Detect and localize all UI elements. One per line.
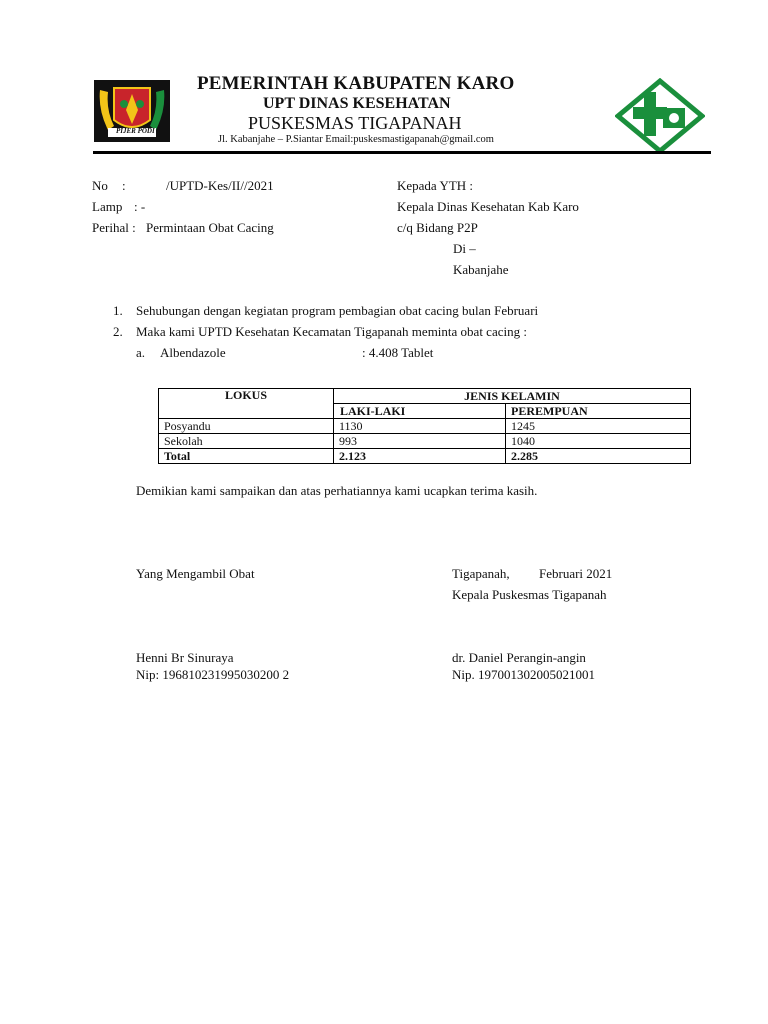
recipient-line-3: c/q Bidang P2P	[397, 220, 478, 235]
lamp-value: : -	[134, 199, 146, 214]
total-row	[159, 449, 691, 464]
item-1-number: 1.	[113, 303, 123, 318]
item-2-number: 2.	[113, 324, 123, 339]
header-line-3: PUSKESMAS TIGAPANAH	[248, 113, 462, 133]
lamp-label: Lamp	[92, 199, 123, 214]
header-divider	[93, 151, 711, 154]
table-row	[159, 434, 691, 449]
right-signature-title: Kepala Puskesmas Tigapanah	[452, 587, 607, 602]
cell-laki: 993	[334, 434, 506, 449]
no-separator: :	[122, 178, 126, 193]
header-line-1: PEMERINTAH KABUPATEN KARO	[197, 73, 515, 94]
cell-perempuan: 1040	[506, 434, 691, 449]
kabupaten-karo-logo	[94, 80, 170, 142]
header-jenis-kelamin: JENIS KELAMIN	[334, 389, 691, 404]
cell-perempuan: 1245	[506, 419, 691, 434]
header-lokus: LOKUS	[159, 389, 334, 419]
drug-quantity: : 4.408 Tablet	[362, 345, 434, 360]
right-signature-place: Tigapanah,	[452, 566, 510, 581]
cell-total-laki: 2.123	[334, 449, 506, 464]
cell-lokus: Sekolah	[159, 434, 334, 449]
left-signature-nip: Nip: 196810231995030200 2	[136, 667, 290, 682]
table-row	[159, 419, 691, 434]
no-label: No	[92, 178, 108, 193]
right-signature-nip: Nip. 197001302005021001	[452, 667, 595, 682]
recipient-line-5: Kabanjahe	[453, 262, 509, 277]
cell-total-label: Total	[159, 449, 334, 464]
closing-text: Demikian kami sampaikan dan atas perhatiannya kami ucapkan terima kasih.	[136, 483, 538, 498]
recipient-line-4: Di –	[453, 241, 476, 256]
header-laki-laki: LAKI-LAKI	[334, 404, 506, 419]
cell-laki: 1130	[334, 419, 506, 434]
left-signature-title: Yang Mengambil Obat	[136, 566, 255, 581]
right-signature-date: Februari 2021	[539, 566, 613, 581]
lokus-table	[158, 388, 691, 464]
left-signature-name: Henni Br Sinuraya	[136, 650, 234, 665]
header-line-2: UPT DINAS KESEHATAN	[263, 95, 451, 112]
cell-lokus: Posyandu	[159, 419, 334, 434]
puskesmas-logo	[615, 78, 705, 154]
recipient-line-1: Kepada YTH :	[397, 178, 474, 193]
right-signature-name: dr. Daniel Perangin-angin	[452, 650, 586, 665]
no-value: /UPTD-Kes/II//2021	[166, 178, 274, 193]
item-2-text: Maka kami UPTD Kesehatan Kecamatan Tigapanah meminta obat cacing :	[136, 324, 527, 339]
item-1-text: Sehubungan dengan kegiatan program pembagian obat cacing bulan Februari	[136, 303, 539, 318]
recipient-line-2: Kepala Dinas Kesehatan Kab Karo	[397, 199, 579, 214]
header-address: Jl. Kabanjahe – P.Siantar Email:puskesmastigapanah@gmail.com	[218, 134, 494, 145]
logo-motto: PIJER PODI	[116, 127, 155, 135]
cell-total-perempuan: 2.285	[506, 449, 691, 464]
perihal-value: Permintaan Obat Cacing	[146, 220, 274, 235]
sub-item-a-letter: a.	[136, 345, 146, 360]
perihal-label: Perihal :	[92, 220, 136, 235]
header-perempuan: PEREMPUAN	[506, 404, 691, 419]
drug-name: Albendazole	[160, 345, 226, 360]
